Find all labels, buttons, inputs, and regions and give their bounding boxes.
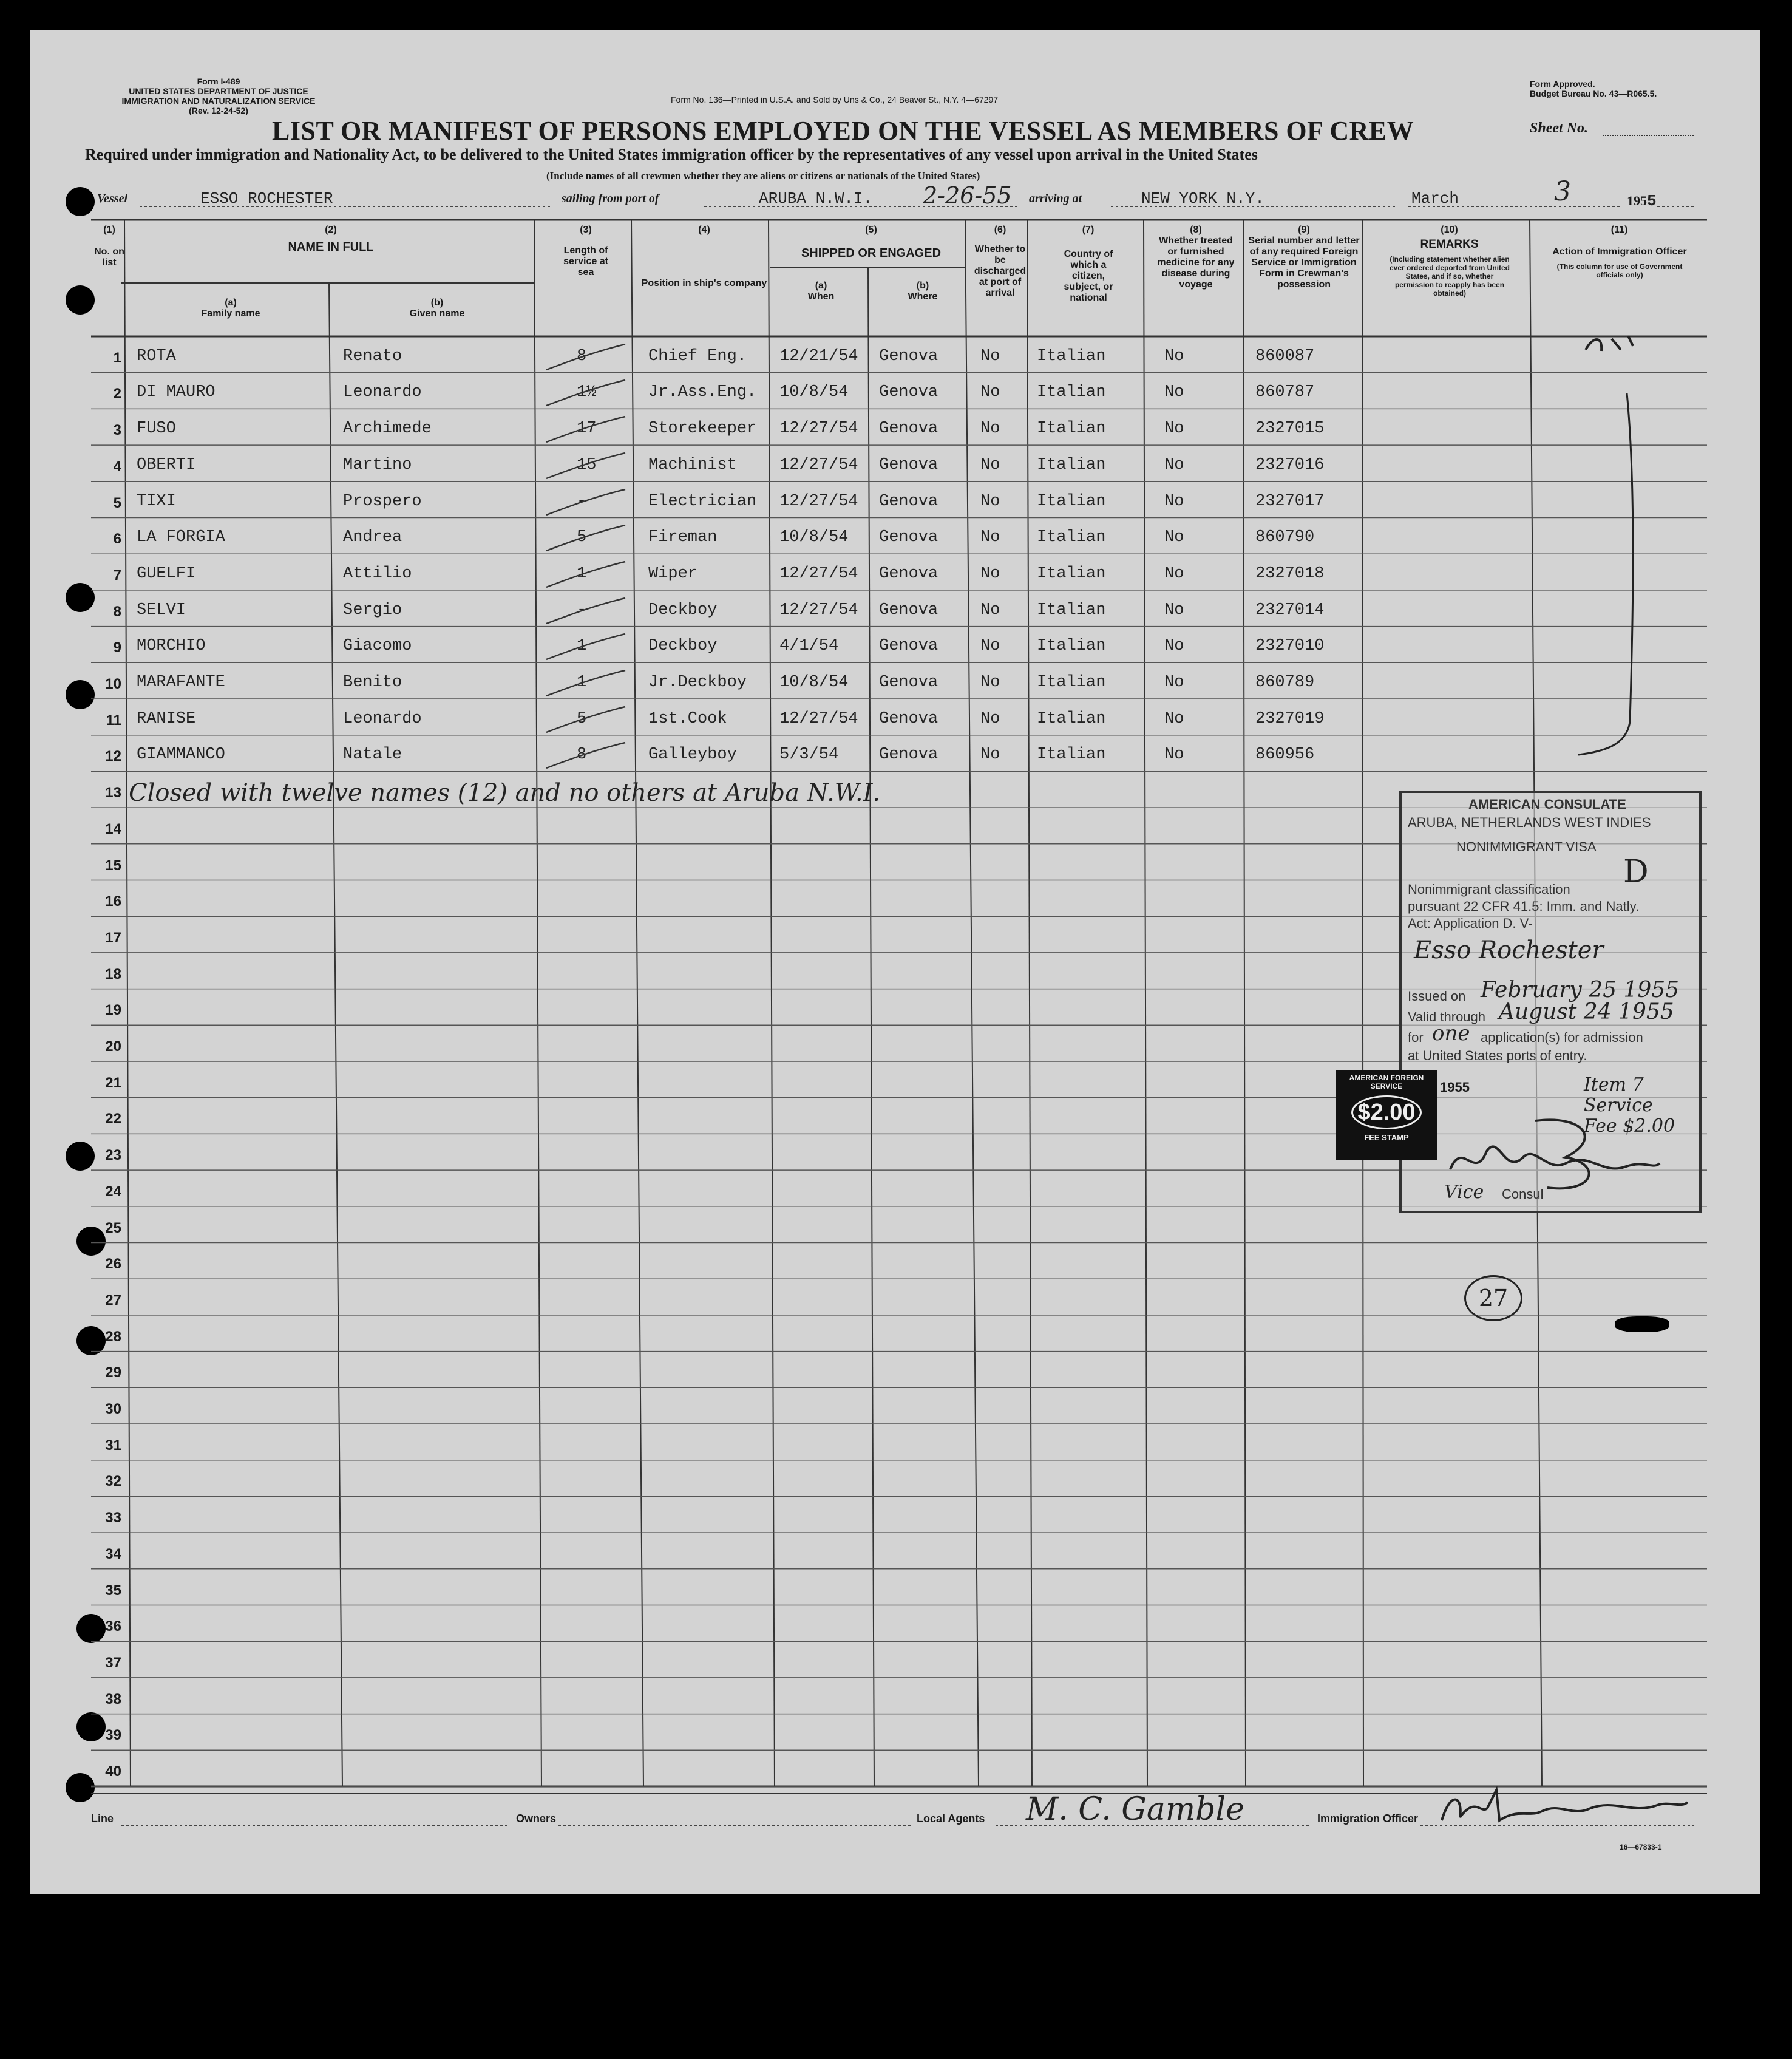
row-number: 34 bbox=[105, 1545, 121, 1562]
col5-header bbox=[771, 225, 971, 259]
crew-discharge: No bbox=[980, 420, 1000, 438]
circled-page-number: 27 bbox=[1464, 1275, 1522, 1321]
row-number: 25 bbox=[105, 1219, 121, 1236]
crew-when: 5/3/54 bbox=[779, 746, 839, 764]
crew-given: Leonardo bbox=[343, 383, 422, 402]
crew-given: Leonardo bbox=[343, 709, 422, 728]
crew-serial: 860790 bbox=[1255, 528, 1315, 547]
row-number: 1 bbox=[113, 349, 121, 366]
row-number: 38 bbox=[105, 1690, 121, 1707]
stamp-consul-label: Consul bbox=[1502, 1186, 1544, 1202]
approved-text: Form Approved. bbox=[1530, 79, 1595, 89]
col6-number: (6) bbox=[994, 225, 1006, 235]
crew-given: Sergio bbox=[343, 601, 402, 619]
crew-when: 10/8/54 bbox=[779, 528, 849, 547]
service-slash-mark bbox=[540, 520, 631, 557]
crew-position: Galleyboy bbox=[648, 746, 737, 764]
crew-serial: 2327016 bbox=[1255, 455, 1325, 474]
crew-service: 1 bbox=[577, 673, 587, 692]
crew-position: Wiper bbox=[648, 564, 698, 583]
col2-title: NAME IN FULL bbox=[288, 240, 374, 254]
vessel-name: ESSO ROCHESTER bbox=[200, 189, 333, 208]
service-slash-mark bbox=[540, 375, 631, 412]
crew-position: Electrician bbox=[648, 492, 757, 511]
crew-serial: 2327018 bbox=[1255, 564, 1325, 583]
col4-header bbox=[637, 225, 771, 289]
col11-header bbox=[1533, 225, 1706, 279]
stamp-visa-type: NONIMMIGRANT VISA bbox=[1456, 839, 1597, 854]
row-number: 7 bbox=[113, 567, 121, 584]
crew-service: 5 bbox=[577, 709, 587, 728]
row-number: 24 bbox=[105, 1183, 121, 1200]
crew-position: Chief Eng. bbox=[648, 347, 747, 366]
col2a-header: (a) Family name bbox=[201, 298, 260, 319]
crew-service: 1 bbox=[577, 564, 587, 583]
row-number: 16 bbox=[105, 893, 121, 910]
row-number: 9 bbox=[113, 639, 121, 656]
departure-date-handwritten: 2-26-55 bbox=[923, 182, 1012, 209]
crew-country: Italian bbox=[1037, 601, 1106, 619]
col7-number: (7) bbox=[1082, 225, 1095, 235]
service-slash-mark bbox=[540, 448, 631, 485]
form-subtitle: Required under immigration and Nationality Act, to be delivered to the United States immigration officer by the representatives of any vessel upon arrival in the United States bbox=[85, 146, 1258, 163]
crew-country: Italian bbox=[1037, 455, 1106, 474]
crew-family: ROTA bbox=[137, 347, 176, 366]
col9-title: Serial number and letter of any required Foreign Service or Immigration Form in Crewman's possession bbox=[1248, 236, 1360, 290]
sheet-number-label: Sheet No. bbox=[1530, 120, 1588, 136]
crew-service: 8 bbox=[577, 347, 587, 366]
stamp-applications: application(s) for admission bbox=[1481, 1030, 1643, 1045]
crew-discharge: No bbox=[980, 637, 1000, 656]
crew-medicine: No bbox=[1164, 383, 1184, 402]
crew-medicine: No bbox=[1164, 746, 1184, 764]
year-digit: 5 bbox=[1647, 192, 1657, 210]
crew-service: 1 bbox=[577, 637, 587, 656]
year-prefix: 195 bbox=[1627, 193, 1647, 208]
crew-discharge: No bbox=[980, 455, 1000, 474]
row-number: 21 bbox=[105, 1074, 121, 1091]
crew-given: Giacomo bbox=[343, 637, 412, 656]
crew-where: Genova bbox=[879, 455, 938, 474]
row-number: 13 bbox=[105, 784, 121, 801]
crew-when: 12/27/54 bbox=[779, 455, 858, 474]
crew-service: 15 bbox=[577, 455, 597, 474]
crew-family: DI MAURO bbox=[137, 383, 216, 402]
crew-country: Italian bbox=[1037, 492, 1106, 511]
crew-position: Machinist bbox=[648, 455, 737, 474]
col10-number: (10) bbox=[1441, 225, 1458, 235]
crew-serial: 2327015 bbox=[1255, 420, 1325, 438]
crew-position: 1st.Cook bbox=[648, 709, 727, 728]
crew-medicine: No bbox=[1164, 455, 1184, 474]
crew-medicine: No bbox=[1164, 673, 1184, 692]
budget-number: Budget Bureau No. 43—R065.5. bbox=[1530, 89, 1657, 98]
row-number: 26 bbox=[105, 1256, 121, 1273]
crew-family: RANISE bbox=[137, 709, 196, 728]
col9-number: (9) bbox=[1298, 225, 1310, 235]
fee-stamp-top: AMERICAN FOREIGN SERVICE bbox=[1349, 1074, 1424, 1091]
col5-number: (5) bbox=[865, 225, 877, 235]
crew-serial: 860956 bbox=[1255, 746, 1315, 764]
service-slash-mark bbox=[540, 557, 631, 593]
row-number: 37 bbox=[105, 1654, 121, 1671]
nonimmigrant-visa-stamp bbox=[1399, 791, 1702, 1213]
form-title: LIST OR MANIFEST OF PERSONS EMPLOYED ON THE VESSEL AS MEMBERS OF CREW bbox=[272, 116, 1414, 146]
crew-service: 1½ bbox=[577, 383, 597, 402]
col3-title: Length of service at sea bbox=[563, 245, 608, 277]
col2-header bbox=[127, 225, 534, 253]
row-number: 36 bbox=[105, 1618, 121, 1635]
col2-number: (2) bbox=[325, 225, 337, 235]
col10-header bbox=[1366, 225, 1533, 298]
row-number: 3 bbox=[113, 422, 121, 439]
revision-date: (Rev. 12-24-52) bbox=[189, 106, 248, 115]
footer-owners-label: Owners bbox=[516, 1812, 557, 1825]
arrival-month: March bbox=[1411, 189, 1459, 208]
crew-medicine: No bbox=[1164, 492, 1184, 511]
col11-number: (11) bbox=[1610, 225, 1628, 235]
sailing-label: sailing from port of bbox=[562, 192, 659, 205]
crew-position: Jr.Deckboy bbox=[648, 673, 747, 692]
row-number: 5 bbox=[113, 494, 121, 511]
crew-service: - bbox=[577, 601, 587, 619]
crew-where: Genova bbox=[879, 564, 938, 583]
crew-position: Jr.Ass.Eng. bbox=[648, 383, 757, 402]
crew-where: Genova bbox=[879, 492, 938, 511]
crew-when: 12/21/54 bbox=[779, 347, 858, 366]
row-number: 10 bbox=[105, 676, 121, 692]
fee-stamp-cancel-year: 1955 bbox=[1440, 1080, 1470, 1095]
stamp-service-fee: Item 7 Service Fee $2.00 bbox=[1584, 1074, 1675, 1137]
fee-stamp bbox=[1336, 1070, 1437, 1160]
stamp-line2: pursuant 22 CFR 41.5: Imm. and Natly. bbox=[1408, 899, 1640, 914]
col7-header bbox=[1032, 225, 1144, 304]
crew-family: SELVI bbox=[137, 601, 186, 619]
crew-where: Genova bbox=[879, 601, 938, 619]
crew-serial: 2327017 bbox=[1255, 492, 1325, 511]
crew-family: GUELFI bbox=[137, 564, 196, 583]
service-slash-mark bbox=[540, 665, 631, 702]
crew-when: 10/8/54 bbox=[779, 673, 849, 692]
crew-service: - bbox=[577, 492, 587, 511]
crew-discharge: No bbox=[980, 601, 1000, 619]
print-code: 16—67833-1 bbox=[1620, 1843, 1662, 1851]
form-id: Form I-489 bbox=[197, 77, 240, 86]
service-slash-mark bbox=[540, 629, 631, 665]
crew-discharge: No bbox=[980, 383, 1000, 402]
footer-officer-label: Immigration Officer bbox=[1317, 1812, 1419, 1825]
stamp-for-count: one bbox=[1432, 1021, 1470, 1046]
crew-country: Italian bbox=[1037, 637, 1106, 656]
crew-country: Italian bbox=[1037, 673, 1106, 692]
arriving-label: arriving at bbox=[1029, 192, 1082, 205]
crew-position: Deckboy bbox=[648, 601, 718, 619]
service-slash-mark bbox=[540, 485, 631, 521]
crew-discharge: No bbox=[980, 528, 1000, 547]
footer-agents-label: Local Agents bbox=[917, 1812, 985, 1825]
row-number: 40 bbox=[105, 1763, 121, 1780]
row-number: 28 bbox=[105, 1328, 121, 1345]
row-number: 31 bbox=[105, 1437, 121, 1454]
local-agent-signature: M. C. Gamble bbox=[1026, 1791, 1244, 1828]
row-number: 15 bbox=[105, 857, 121, 874]
crew-where: Genova bbox=[879, 637, 938, 656]
crew-medicine: No bbox=[1164, 601, 1184, 619]
row-number: 33 bbox=[105, 1509, 121, 1526]
row-number: 8 bbox=[113, 603, 121, 620]
crew-country: Italian bbox=[1037, 709, 1106, 728]
col4-title: Position in ship's company bbox=[641, 278, 767, 288]
crew-medicine: No bbox=[1164, 564, 1184, 583]
col11-title: Action of Immigration Officer bbox=[1552, 247, 1687, 257]
col1-number: (1) bbox=[103, 225, 115, 235]
crew-country: Italian bbox=[1037, 420, 1106, 438]
row-number: 29 bbox=[105, 1364, 121, 1381]
crew-where: Genova bbox=[879, 347, 938, 366]
crew-serial: 860787 bbox=[1255, 383, 1315, 402]
col5a-header: (a) When bbox=[807, 281, 835, 302]
fee-stamp-amount: $2.00 bbox=[1351, 1095, 1422, 1129]
row-number: 35 bbox=[105, 1582, 121, 1599]
crew-when: 12/27/54 bbox=[779, 564, 858, 583]
crew-serial: 860789 bbox=[1255, 673, 1315, 692]
crew-given: Attilio bbox=[343, 564, 412, 583]
row-number: 2 bbox=[113, 386, 121, 403]
crew-country: Italian bbox=[1037, 528, 1106, 547]
crew-medicine: No bbox=[1164, 637, 1184, 656]
crew-medicine: No bbox=[1164, 347, 1184, 366]
crew-when: 10/8/54 bbox=[779, 383, 849, 402]
service-slash-mark bbox=[540, 702, 631, 738]
col8-title: Whether treated or furnished medicine for any disease during voyage bbox=[1157, 236, 1235, 290]
stamp-vice-handwritten: Vice bbox=[1444, 1182, 1484, 1203]
col10-title: REMARKS bbox=[1420, 238, 1479, 251]
service-name: IMMIGRATION AND NATURALIZATION SERVICE bbox=[121, 96, 316, 106]
crew-discharge: No bbox=[980, 746, 1000, 764]
crew-given: Benito bbox=[343, 673, 402, 692]
crew-serial: 2327010 bbox=[1255, 637, 1325, 656]
crew-medicine: No bbox=[1164, 709, 1184, 728]
stamp-vessel-handwritten: Esso Rochester bbox=[1414, 936, 1604, 964]
row-number: 23 bbox=[105, 1147, 121, 1164]
row-number: 20 bbox=[105, 1038, 121, 1055]
crew-where: Genova bbox=[879, 746, 938, 764]
crew-when: 4/1/54 bbox=[779, 637, 839, 656]
crew-service: 8 bbox=[577, 746, 587, 764]
crew-family: GIAMMANCO bbox=[137, 746, 225, 764]
crew-position: Fireman bbox=[648, 528, 718, 547]
row-number: 18 bbox=[105, 965, 121, 982]
officer-bracket-mark bbox=[1578, 333, 1675, 770]
crew-discharge: No bbox=[980, 347, 1000, 366]
crew-service: 5 bbox=[577, 528, 587, 547]
row-number: 19 bbox=[105, 1002, 121, 1019]
col3-header bbox=[537, 225, 634, 278]
crew-given: Natale bbox=[343, 746, 402, 764]
col8-header bbox=[1147, 225, 1244, 290]
stamp-consulate: AMERICAN CONSULATE bbox=[1468, 797, 1626, 812]
row-number: 14 bbox=[105, 820, 121, 837]
form-subtitle-note: (Include names of all crewmen whether they are aliens or citizens or nationals of the United States) bbox=[546, 170, 980, 182]
crew-family: FUSO bbox=[137, 420, 176, 438]
crew-given: Martino bbox=[343, 455, 412, 474]
row-number: 6 bbox=[113, 531, 121, 548]
stamp-line1: Nonimmigrant classification bbox=[1408, 882, 1570, 897]
crew-family: TIXI bbox=[137, 492, 176, 511]
col2b-header: (b) Given name bbox=[409, 298, 465, 319]
crew-family: OBERTI bbox=[137, 455, 196, 474]
service-slash-mark bbox=[540, 412, 631, 448]
stamp-valid-date: August 24 1955 bbox=[1499, 999, 1674, 1024]
crew-country: Italian bbox=[1037, 564, 1106, 583]
crew-discharge: No bbox=[980, 709, 1000, 728]
col10-note: (Including statement whether alien ever ordered deported from United States, and if so, whether permission to reapply has been obtained) bbox=[1389, 255, 1510, 298]
crew-given: Andrea bbox=[343, 528, 402, 547]
crew-when: 12/27/54 bbox=[779, 492, 858, 511]
printer-line: Form No. 136—Printed in U.S.A. and Sold by Uns & Co., 24 Beaver St., N.Y. 4—67297 bbox=[671, 95, 999, 104]
fee-stamp-bottom: FEE STAMP bbox=[1364, 1133, 1409, 1142]
arrival-port: NEW YORK N.Y. bbox=[1141, 189, 1264, 208]
ink-blot bbox=[1615, 1316, 1669, 1332]
row-number: 27 bbox=[105, 1292, 121, 1309]
crew-given: Archimede bbox=[343, 420, 432, 438]
crew-where: Genova bbox=[879, 383, 938, 402]
service-slash-mark bbox=[540, 738, 631, 774]
stamp-class-mark: D bbox=[1623, 854, 1649, 890]
closing-note-handwritten: Closed with twelve names (12) and no others at Aruba N.W.I. bbox=[129, 779, 881, 807]
crew-serial: 2327014 bbox=[1255, 601, 1325, 619]
crew-where: Genova bbox=[879, 528, 938, 547]
stamp-issued-label: Issued on bbox=[1408, 989, 1466, 1004]
crew-where: Genova bbox=[879, 709, 938, 728]
stamp-place: ARUBA, NETHERLANDS WEST INDIES bbox=[1408, 815, 1651, 830]
stamp-valid-label: Valid through bbox=[1408, 1009, 1486, 1024]
crew-country: Italian bbox=[1037, 347, 1106, 366]
crew-given: Prospero bbox=[343, 492, 422, 511]
crew-service: 17 bbox=[577, 420, 597, 438]
stamp-issued-date: February 25 1955 bbox=[1481, 978, 1680, 1002]
departure-port: ARUBA N.W.I. bbox=[759, 189, 873, 208]
crew-given: Renato bbox=[343, 347, 402, 366]
vessel-label: Vessel bbox=[97, 192, 127, 205]
row-number: 39 bbox=[105, 1727, 121, 1744]
row-number: 30 bbox=[105, 1401, 121, 1417]
crew-medicine: No bbox=[1164, 420, 1184, 438]
row-number: 11 bbox=[106, 712, 121, 729]
service-slash-mark bbox=[540, 339, 631, 376]
crew-serial: 860087 bbox=[1255, 347, 1315, 366]
service-slash-mark bbox=[540, 593, 631, 630]
stamp-ports: at United States ports of entry. bbox=[1408, 1048, 1587, 1063]
col6-title: Whether to be discharged at port of arrival bbox=[974, 244, 1027, 298]
crew-family: MARAFANTE bbox=[137, 673, 225, 692]
col11-note: (This column for use of Government officials only) bbox=[1556, 262, 1683, 279]
col7-title: Country of which a citizen, subject, or national bbox=[1064, 249, 1113, 303]
stamp-for-label: for bbox=[1408, 1030, 1424, 1045]
row-number: 17 bbox=[105, 929, 121, 946]
row-number: 22 bbox=[105, 1111, 121, 1128]
col4-number: (4) bbox=[698, 225, 710, 235]
crew-position: Deckboy bbox=[648, 637, 718, 656]
crew-medicine: No bbox=[1164, 528, 1184, 547]
crew-when: 12/27/54 bbox=[779, 420, 858, 438]
crew-where: Genova bbox=[879, 673, 938, 692]
stamp-line3: Act: Application D. V- bbox=[1408, 916, 1533, 931]
col3-number: (3) bbox=[580, 225, 592, 235]
row-number: 12 bbox=[105, 748, 121, 765]
crew-discharge: No bbox=[980, 492, 1000, 511]
crew-discharge: No bbox=[980, 673, 1000, 692]
crew-where: Genova bbox=[879, 420, 938, 438]
crew-when: 12/27/54 bbox=[779, 601, 858, 619]
col1-title: No. on list bbox=[94, 247, 124, 268]
col8-number: (8) bbox=[1190, 225, 1202, 235]
crew-position: Storekeeper bbox=[648, 420, 757, 438]
col6-header bbox=[971, 225, 1029, 299]
row-number: 32 bbox=[105, 1473, 121, 1490]
col1-header bbox=[91, 225, 127, 268]
col5-title: SHIPPED OR ENGAGED bbox=[801, 247, 942, 260]
col9-header bbox=[1246, 225, 1362, 290]
arrival-day: 3 bbox=[1554, 176, 1571, 207]
crew-discharge: No bbox=[980, 564, 1000, 583]
crew-family: MORCHIO bbox=[137, 637, 206, 656]
crew-when: 12/27/54 bbox=[779, 709, 858, 728]
col5b-header: (b) Where bbox=[908, 281, 938, 302]
crew-family: LA FORGIA bbox=[137, 528, 225, 547]
crew-country: Italian bbox=[1037, 383, 1106, 402]
footer-line-label: Line bbox=[91, 1812, 114, 1825]
crew-serial: 2327019 bbox=[1255, 709, 1325, 728]
department-name: UNITED STATES DEPARTMENT OF JUSTICE bbox=[129, 86, 308, 96]
row-number: 4 bbox=[113, 458, 121, 475]
crew-country: Italian bbox=[1037, 746, 1106, 764]
footer-underlines bbox=[0, 1816, 1792, 1834]
